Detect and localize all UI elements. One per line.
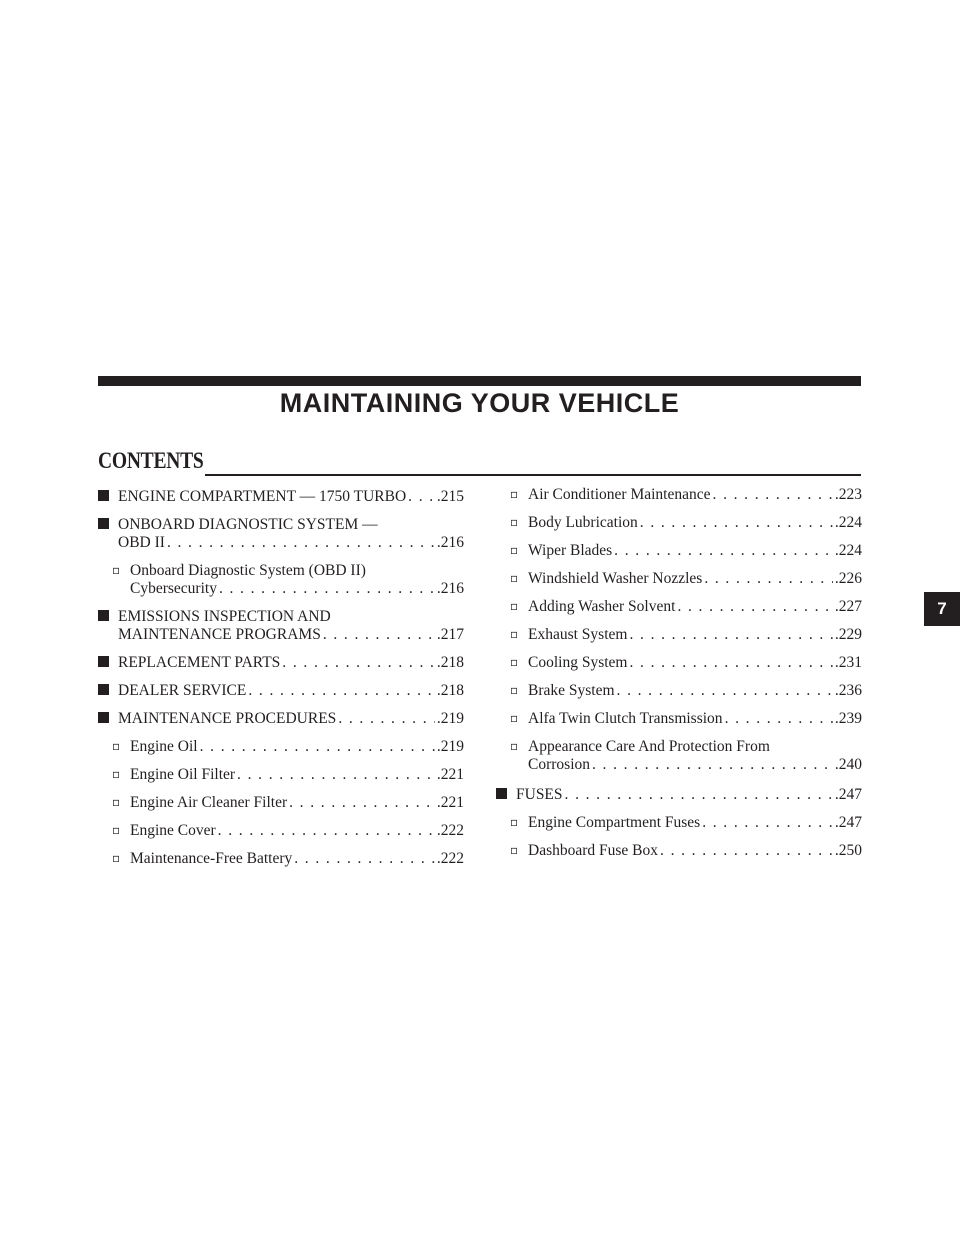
toc-entry-title: Wiper Blades [528, 542, 613, 559]
chapter-top-rule [98, 376, 861, 386]
toc-entry-title: Engine Oil Filter [130, 766, 236, 783]
toc-page-number: .250 [834, 842, 862, 859]
toc-page-number: .247 [834, 786, 862, 803]
hollow-square-bullet-icon: ▫ [510, 711, 519, 725]
toc-entry[interactable] [496, 842, 862, 860]
toc-page-number: .236 [834, 682, 862, 699]
toc-entry-title: OBD II [118, 534, 165, 551]
toc-entry[interactable] [496, 626, 862, 644]
toc-entry-title: Dashboard Fuse Box [528, 842, 659, 859]
toc-entry[interactable] [98, 710, 464, 728]
toc-entry[interactable] [496, 598, 862, 616]
leader-dots [248, 682, 435, 699]
contents-rule [205, 474, 861, 476]
hollow-square-bullet-icon: ▫ [510, 515, 519, 529]
leader-dots [640, 514, 833, 531]
leader-dots [408, 488, 435, 505]
leader-dots [200, 738, 435, 755]
toc-entry[interactable] [98, 822, 464, 840]
square-bullet-icon [98, 684, 109, 695]
hollow-square-bullet-icon: ▫ [112, 795, 121, 809]
toc-page-number: .247 [834, 814, 862, 831]
toc-entry-title: Windshield Washer Nozzles [528, 570, 703, 587]
toc-page-number: .216 [436, 534, 464, 551]
leader-dots [323, 626, 435, 643]
hollow-square-bullet-icon: ▫ [112, 767, 121, 781]
toc-entry[interactable] [496, 710, 862, 728]
toc-entry-title: Brake System [528, 682, 615, 699]
toc-page-number: .223 [834, 486, 862, 503]
toc-entry-title: Onboard Diagnostic System (OBD II) [130, 562, 366, 579]
toc-page-number: .222 [436, 850, 464, 867]
toc-entry-title: Cybersecurity [130, 580, 217, 597]
toc-entry[interactable] [496, 786, 862, 804]
toc-entry-title: MAINTENANCE PROGRAMS [118, 626, 321, 643]
leader-dots [282, 654, 435, 671]
toc-entry[interactable] [98, 608, 464, 644]
toc-page-number: .222 [436, 822, 464, 839]
hollow-square-bullet-icon: ▫ [510, 655, 519, 669]
toc-entry[interactable] [496, 542, 862, 560]
toc-entry[interactable] [98, 794, 464, 812]
square-bullet-icon [98, 656, 109, 667]
toc-page-number: .226 [834, 570, 862, 587]
toc-entry-title: ENGINE COMPARTMENT — 1750 TURBO [118, 488, 407, 505]
toc-entry[interactable] [496, 570, 862, 588]
toc-page-number: .224 [834, 514, 862, 531]
hollow-square-bullet-icon: ▫ [112, 823, 121, 837]
leader-dots [660, 842, 833, 859]
toc-entry[interactable] [496, 682, 862, 700]
toc-entry[interactable] [98, 488, 464, 506]
toc-entry-title: FUSES [516, 786, 563, 803]
toc-entry[interactable] [496, 738, 862, 774]
hollow-square-bullet-icon: ▫ [112, 739, 121, 753]
leader-dots [614, 542, 833, 559]
hollow-square-bullet-icon: ▫ [510, 843, 519, 857]
hollow-square-bullet-icon: ▫ [510, 627, 519, 641]
leader-dots [294, 850, 435, 867]
toc-entry-title: Exhaust System [528, 626, 628, 643]
toc-entry[interactable] [496, 654, 862, 672]
leader-dots [702, 814, 833, 831]
toc-entry[interactable] [496, 814, 862, 832]
toc-entry[interactable] [98, 654, 464, 672]
leader-dots [218, 822, 435, 839]
toc-page-number: .215 [436, 488, 464, 505]
toc-entry-title: REPLACEMENT PARTS [118, 654, 281, 671]
leader-dots [713, 486, 833, 503]
toc-page-number: .239 [834, 710, 862, 727]
hollow-square-bullet-icon: ▫ [112, 851, 121, 865]
toc-entry[interactable] [98, 850, 464, 868]
leader-dots [592, 756, 833, 773]
toc-entry-title: ONBOARD DIAGNOSTIC SYSTEM — [118, 516, 378, 533]
hollow-square-bullet-icon: ▫ [510, 599, 519, 613]
toc-entry-title: Engine Compartment Fuses [528, 814, 701, 831]
hollow-square-bullet-icon: ▫ [112, 563, 121, 577]
toc-page-number: .217 [436, 626, 464, 643]
toc-page-number: .221 [436, 766, 464, 783]
toc-entry-title: Engine Oil [130, 738, 198, 755]
leader-dots [629, 626, 832, 643]
leader-dots [677, 598, 832, 615]
leader-dots [167, 534, 435, 551]
toc-entry[interactable] [98, 766, 464, 784]
hollow-square-bullet-icon: ▫ [510, 739, 519, 753]
toc-entry-title: Corrosion [528, 756, 590, 773]
toc-page-number: .227 [834, 598, 862, 615]
toc-entry-title: Adding Washer Solvent [528, 598, 676, 615]
leader-dots [289, 794, 435, 811]
toc-entry[interactable] [496, 486, 862, 504]
square-bullet-icon [98, 518, 109, 529]
leader-dots [219, 580, 435, 597]
leader-dots [704, 570, 833, 587]
hollow-square-bullet-icon: ▫ [510, 543, 519, 557]
toc-entry-title: MAINTENANCE PROCEDURES [118, 710, 337, 727]
toc-page-number: .224 [834, 542, 862, 559]
leader-dots [237, 766, 435, 783]
toc-entry-title: Appearance Care And Protection From [528, 738, 770, 755]
square-bullet-icon [98, 712, 109, 723]
leader-dots [617, 682, 833, 699]
toc-entry[interactable] [98, 682, 464, 700]
toc-entry-title: Alfa Twin Clutch Transmission [528, 710, 723, 727]
toc-page-number: .231 [834, 654, 862, 671]
toc-entry-title: EMISSIONS INSPECTION AND [118, 608, 331, 625]
square-bullet-icon [98, 610, 109, 621]
toc-page-number: .229 [834, 626, 862, 643]
leader-dots [338, 710, 435, 727]
toc-entry-title: Engine Cover [130, 822, 216, 839]
toc-entry-title: Engine Air Cleaner Filter [130, 794, 288, 811]
toc-page-number: .218 [436, 654, 464, 671]
contents-heading: CONTENTS [98, 448, 204, 473]
toc-page-number: .218 [436, 682, 464, 699]
toc-entry[interactable] [496, 514, 862, 532]
toc-entry-title: Air Conditioner Maintenance [528, 486, 711, 503]
hollow-square-bullet-icon: ▫ [510, 571, 519, 585]
toc-entry-title: Maintenance-Free Battery [130, 850, 293, 867]
toc-entry-title: Cooling System [528, 654, 628, 671]
toc-page-number: .219 [436, 710, 464, 727]
hollow-square-bullet-icon: ▫ [510, 683, 519, 697]
hollow-square-bullet-icon: ▫ [510, 487, 519, 501]
square-bullet-icon [496, 788, 507, 799]
hollow-square-bullet-icon: ▫ [510, 815, 519, 829]
toc-entry[interactable] [98, 562, 464, 598]
toc-page-number: .219 [436, 738, 464, 755]
toc-entry-title: Body Lubrication [528, 514, 638, 531]
chapter-title: MAINTAINING YOUR VEHICLE [279, 388, 680, 418]
toc-entry[interactable] [98, 738, 464, 756]
toc-page-number: .240 [834, 756, 862, 773]
toc-page-number: .221 [436, 794, 464, 811]
leader-dots [725, 710, 833, 727]
toc-entry[interactable] [98, 516, 464, 552]
leader-dots [629, 654, 832, 671]
square-bullet-icon [98, 490, 109, 501]
leader-dots [565, 786, 833, 803]
chapter-tab: 7 [924, 592, 960, 626]
toc-entry-title: DEALER SERVICE [118, 682, 247, 699]
toc-page-number: .216 [436, 580, 464, 597]
